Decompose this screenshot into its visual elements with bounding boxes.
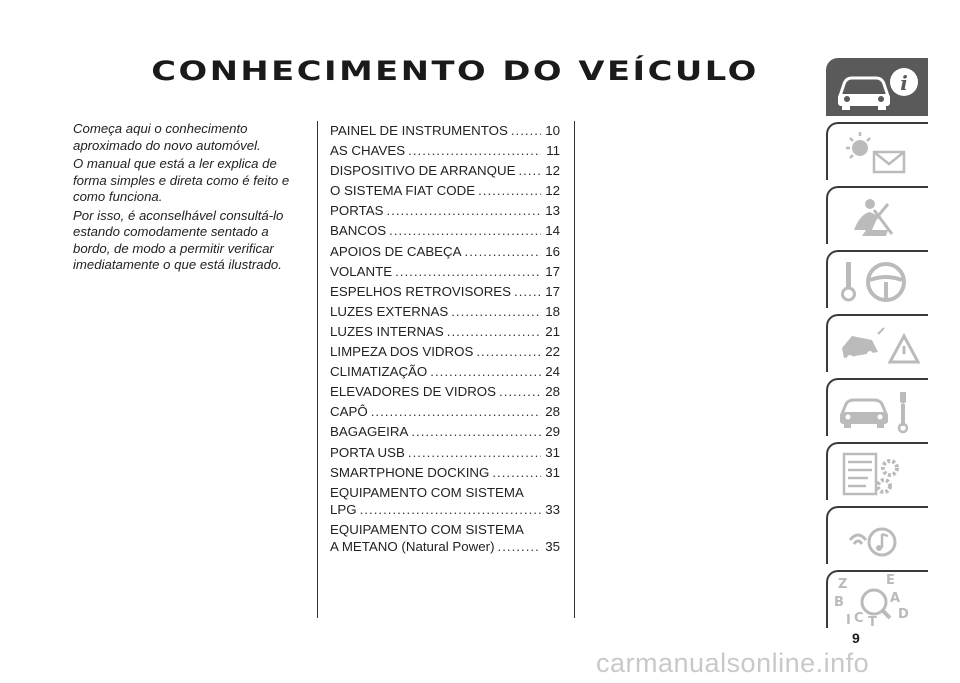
toc-label: PORTA USB: [330, 444, 405, 460]
toc-label: AS CHAVES: [330, 143, 406, 159]
toc-entry[interactable]: [330, 263, 560, 280]
toc-leader: [465, 243, 541, 260]
toc-label: EQUIPAMENTO COM SISTEMA: [330, 484, 524, 500]
tab-technical-data[interactable]: [826, 442, 928, 500]
toc-leader: [395, 263, 541, 280]
toc-label: O SISTEMA FIAT CODE: [330, 183, 476, 199]
toc-entry[interactable]: [330, 202, 560, 219]
toc-entry[interactable]: [330, 343, 560, 360]
tab-warning-lights[interactable]: [826, 122, 928, 180]
car-crash-warning-icon: [832, 318, 928, 372]
toc-entry[interactable]: [330, 303, 560, 320]
toc-label: BAGAGEIRA: [330, 424, 409, 440]
toc-label: PORTAS: [330, 203, 384, 219]
svg-text:i: i: [900, 71, 908, 95]
toc-leader: [451, 303, 541, 320]
toc-entry[interactable]: [330, 383, 560, 400]
toc-page: 17: [545, 283, 560, 299]
tab-starting-driving[interactable]: [826, 250, 928, 308]
toc-label: PAINEL DE INSTRUMENTOS: [330, 123, 508, 138]
toc-leader: [408, 444, 541, 461]
toc-label: LIMPEZA DOS VIDROS: [330, 344, 474, 360]
toc-label: ESPELHOS RETROVISORES: [330, 283, 512, 299]
index-letter: I: [846, 613, 851, 628]
toc-entry[interactable]: [330, 243, 560, 260]
toc-leader: [430, 363, 541, 380]
toc-leader: [389, 222, 541, 239]
toc-label: DISPOSITIVO DE ARRANQUE: [330, 163, 516, 179]
car-wrench-icon: [832, 382, 928, 436]
toc-page: 21: [545, 323, 560, 339]
watermark: carmanualsonline.info: [596, 648, 870, 678]
car-info-icon: [830, 60, 926, 114]
toc-label: EQUIPAMENTO COM SISTEMA: [330, 521, 524, 537]
toc-leader: [371, 403, 541, 420]
toc-page: 10: [545, 123, 560, 138]
toc-page: 24: [545, 364, 560, 380]
intro-paragraph: Começa aqui o conhecimento aproximado do novo automóvel.: [73, 121, 261, 153]
intro-text: [73, 121, 295, 276]
toc-entry[interactable]: [330, 423, 560, 440]
toc-label: CAPÔ: [330, 404, 368, 420]
page-title: CONHECIMENTO DO VEÍCULO: [151, 56, 759, 87]
tab-multimedia[interactable]: [826, 506, 928, 564]
toc-page: 35: [545, 538, 560, 554]
toc-label: LUZES INTERNAS: [330, 323, 444, 339]
toc-label: LUZES EXTERNAS: [330, 303, 449, 319]
toc-leader: [511, 122, 541, 139]
toc-leader: [447, 323, 541, 340]
toc-entry[interactable]: [330, 521, 560, 555]
index-letter: E: [886, 574, 895, 588]
toc-page: 31: [545, 444, 560, 460]
column-divider-left: [317, 121, 318, 618]
toc-page: 28: [545, 384, 560, 400]
toc-label: ELEVADORES DE VIDROS: [330, 384, 497, 400]
toc-label: VOLANTE: [330, 263, 393, 279]
toc-page: 22: [545, 344, 560, 360]
tab-maintenance[interactable]: [826, 378, 928, 436]
toc-leader: [492, 464, 541, 481]
toc-page: 11: [546, 143, 560, 159]
index-letter: Z: [838, 577, 848, 592]
toc-leader: [411, 423, 541, 440]
toc-page: 18: [545, 303, 560, 319]
toc-entry[interactable]: [330, 464, 560, 481]
toc-page: 12: [545, 163, 560, 179]
toc-label: APOIOS DE CABEÇA: [330, 243, 462, 259]
toc-page: 29: [545, 424, 560, 440]
toc-entry[interactable]: [330, 444, 560, 461]
specifications-gears-icon: [832, 446, 928, 500]
toc-page: 14: [545, 223, 560, 239]
multimedia-music-icon: [832, 510, 928, 564]
toc-page: 31: [545, 464, 560, 480]
toc-page: 33: [545, 501, 560, 517]
intro-paragraph: O manual que está a ler explica de forma simples e direta como é feito e como funciona.: [73, 156, 290, 204]
toc-entry[interactable]: [330, 403, 560, 420]
airbag-seat-icon: [832, 190, 928, 244]
toc-leader: [476, 343, 541, 360]
index-letter: T: [868, 615, 877, 628]
toc-leader: [478, 182, 541, 199]
toc-leader: [498, 538, 541, 555]
index-letter: B: [834, 595, 844, 610]
toc-leader: [386, 202, 541, 219]
warning-light-message-icon: [832, 126, 928, 180]
toc-entry[interactable]: [330, 162, 560, 179]
tab-car-info[interactable]: [826, 58, 928, 116]
toc-page: 16: [545, 243, 560, 259]
toc-entry[interactable]: [330, 484, 560, 518]
tab-index[interactable]: [826, 570, 928, 628]
index-letter: C: [854, 611, 864, 626]
toc-entry[interactable]: [330, 142, 560, 159]
tab-emergency[interactable]: [826, 314, 928, 372]
intro-paragraph: Por isso, é aconselhável consultá-lo estando comodamente sentado a bordo, de modo a permitir verificar imediatamente o que está ilustrado.: [73, 207, 284, 272]
toc-entry[interactable]: [330, 122, 560, 139]
toc-leader: [518, 162, 541, 179]
toc-label: SMARTPHONE DOCKING: [330, 464, 490, 480]
toc-leader: [408, 142, 541, 159]
key-steering-wheel-icon: [832, 254, 928, 308]
toc-entry[interactable]: [330, 363, 560, 380]
toc-leader: [499, 383, 541, 400]
index-letter: A: [890, 591, 901, 606]
tab-safety[interactable]: [826, 186, 928, 244]
toc-page: 17: [545, 263, 560, 279]
column-divider-right: [574, 121, 575, 618]
page-number: 9: [852, 630, 860, 646]
toc-label: CLIMATIZAÇÃO: [330, 364, 428, 380]
index-letter: D: [898, 607, 909, 622]
toc-entry[interactable]: [330, 222, 560, 239]
toc-page: 12: [545, 183, 560, 199]
toc-leader: [360, 501, 541, 518]
toc-page: 28: [545, 404, 560, 420]
toc-entry[interactable]: [330, 323, 560, 340]
table-of-contents: [330, 122, 560, 558]
toc-label: BANCOS: [330, 223, 387, 239]
toc-leader: [514, 283, 541, 300]
toc-entry[interactable]: [330, 182, 560, 199]
toc-page: 13: [545, 203, 560, 219]
toc-label-continued: A METANO (Natural Power): [330, 538, 495, 554]
toc-entry[interactable]: [330, 283, 560, 300]
alphabetical-index-icon: [832, 574, 928, 628]
toc-label-continued: LPG: [330, 501, 357, 517]
